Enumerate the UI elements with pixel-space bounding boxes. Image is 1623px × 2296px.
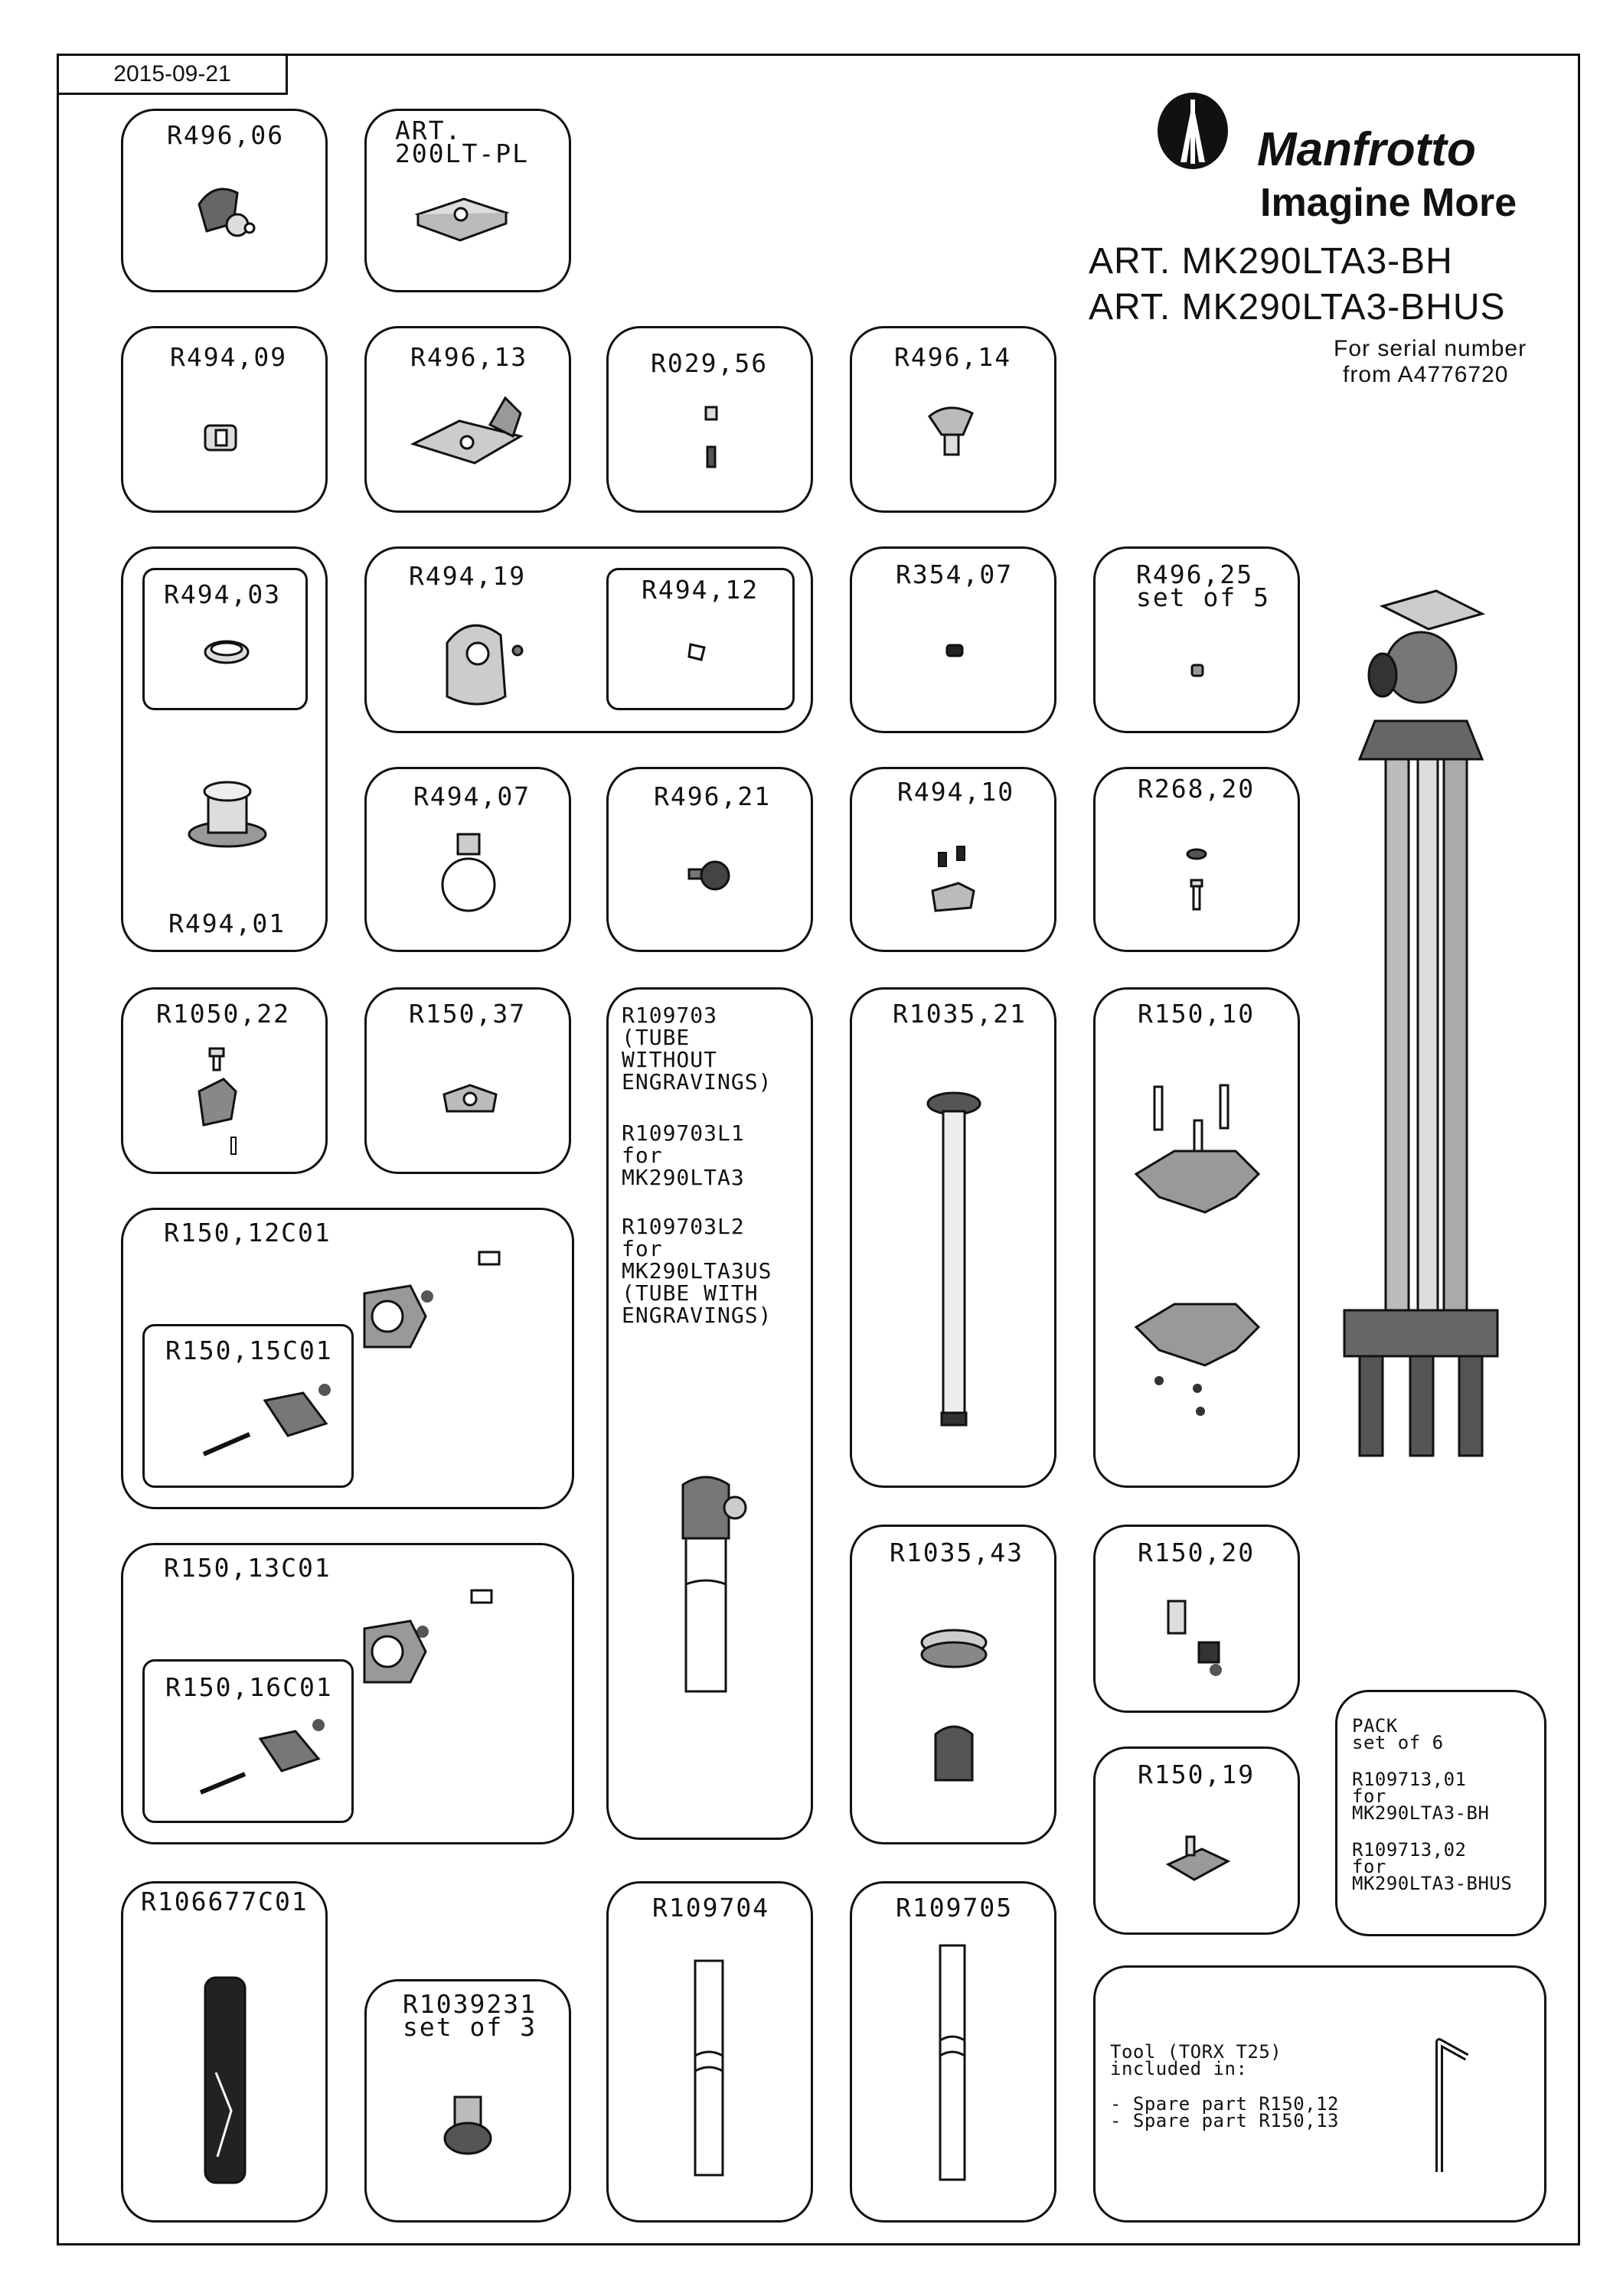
collar-and-insert-icon: [916, 1619, 992, 1795]
foot-screw-icon: [441, 2092, 495, 2161]
spider-assembly-icon: [1128, 1082, 1266, 1419]
part-label: R109703L1 for MK290LTA3: [622, 1120, 745, 1190]
ball-part-icon: [438, 831, 499, 915]
part-label: R494,19: [409, 561, 527, 591]
knob-part-icon: [191, 178, 260, 246]
leg-tube-icon: [668, 1469, 752, 1699]
small-screw-icon: [1190, 663, 1205, 678]
lever-part-icon: [925, 401, 978, 462]
brand-name: Manfrotto: [1257, 123, 1476, 176]
part-label: R494,03: [164, 579, 282, 609]
serial-line-1: For serial number: [1334, 336, 1527, 361]
leg-section-icon: [934, 1941, 971, 2186]
part-label: R496,14: [894, 342, 1012, 372]
part-label: R150,20: [1138, 1538, 1256, 1567]
part-label: R494,07: [413, 781, 531, 811]
leg-section-icon: [687, 1956, 730, 2181]
part-label: R150,37: [409, 999, 527, 1029]
part-label: R150,16C01: [165, 1672, 333, 1702]
plate-bracket-icon: [406, 390, 528, 475]
part-label: R496,06: [167, 120, 285, 150]
part-label: R1039231 set of 3: [403, 1989, 537, 2042]
quick-release-plate-icon: [410, 191, 510, 245]
center-column-icon: [923, 1088, 985, 1433]
part-label: R109703L2 for MK290LTA3US (TUBE WITH ENGRAVINGS): [622, 1214, 772, 1328]
part-label: R354,07: [896, 559, 1014, 589]
brand-tagline: Imagine More: [1260, 181, 1517, 225]
bracket-part-icon: [193, 1045, 247, 1160]
manfrotto-logo-icon: [1154, 90, 1231, 171]
date-label: 2015-09-21: [57, 54, 288, 95]
leg-clamp-assembly-icon: [196, 1575, 518, 1812]
part-label: ART. 200LT-PL: [395, 116, 529, 168]
tool-description: Tool (TORX T25) included in:: [1110, 2041, 1282, 2079]
part-label: R496,13: [410, 342, 528, 372]
screw-set-icon: [700, 404, 723, 473]
part-label: R496,25 set of 5: [1136, 559, 1270, 612]
article-1: ART. MK290LTA3-BH: [1089, 241, 1453, 282]
latch-part-icon: [1161, 1596, 1229, 1681]
head-body-icon: [432, 605, 531, 712]
part-box-r109703: [606, 987, 813, 1840]
part-label: R106677C01: [141, 1887, 309, 1916]
clip-part-icon: [201, 419, 243, 455]
article-2: ART. MK290LTA3-BHUS: [1089, 287, 1506, 328]
part-label: R150,10: [1138, 999, 1256, 1029]
part-label: PACK set of 6: [1352, 1715, 1444, 1753]
ring-part-icon: [202, 637, 251, 667]
grip-tube-icon: [194, 1973, 256, 2187]
part-label: R109713,02 for MK290LTA3-BHUS: [1352, 1839, 1513, 1894]
part-label: R1035,43: [890, 1538, 1024, 1567]
part-label: R1050,22: [156, 999, 290, 1029]
part-label: R1035,21: [893, 999, 1027, 1029]
base-spindle-icon: [185, 773, 269, 850]
part-label: R109713,01 for MK290LTA3-BH: [1352, 1769, 1490, 1824]
part-label: R109703 (TUBE WITHOUT ENGRAVINGS): [622, 1003, 772, 1094]
part-label: R150,19: [1138, 1760, 1256, 1789]
part-label: R150,12C01: [164, 1218, 331, 1247]
torx-key-icon: [1424, 2027, 1478, 2180]
part-label: R268,20: [1138, 774, 1256, 804]
nut-part-icon: [686, 641, 707, 663]
part-label: R494,09: [170, 342, 288, 372]
grub-screw-icon: [945, 643, 965, 658]
leg-clamp-assembly-icon: [196, 1240, 518, 1477]
washer-and-bolt-icon: [1184, 845, 1210, 914]
serial-line-2: from A4776720: [1343, 362, 1509, 387]
foot-plate-icon: [1164, 1834, 1233, 1887]
part-label: R494,01: [168, 908, 286, 938]
part-label: R029,56: [651, 348, 769, 378]
clamp-part-icon: [439, 1079, 501, 1117]
thumb-screw-icon: [686, 857, 732, 895]
tool-spare-parts: - Spare part R150,12 - Spare part R150,13: [1110, 2093, 1339, 2131]
part-label: R109705: [896, 1893, 1014, 1923]
part-label: R494,10: [897, 777, 1015, 807]
part-label: R494,12: [642, 575, 759, 605]
screws-and-clip-icon: [928, 842, 981, 918]
part-label: R109704: [652, 1893, 770, 1923]
part-label: R496,21: [654, 781, 772, 811]
part-label: R150,13C01: [164, 1553, 331, 1583]
part-label: R150,15C01: [165, 1336, 333, 1365]
tripod-illustration-icon: [1329, 576, 1520, 1479]
